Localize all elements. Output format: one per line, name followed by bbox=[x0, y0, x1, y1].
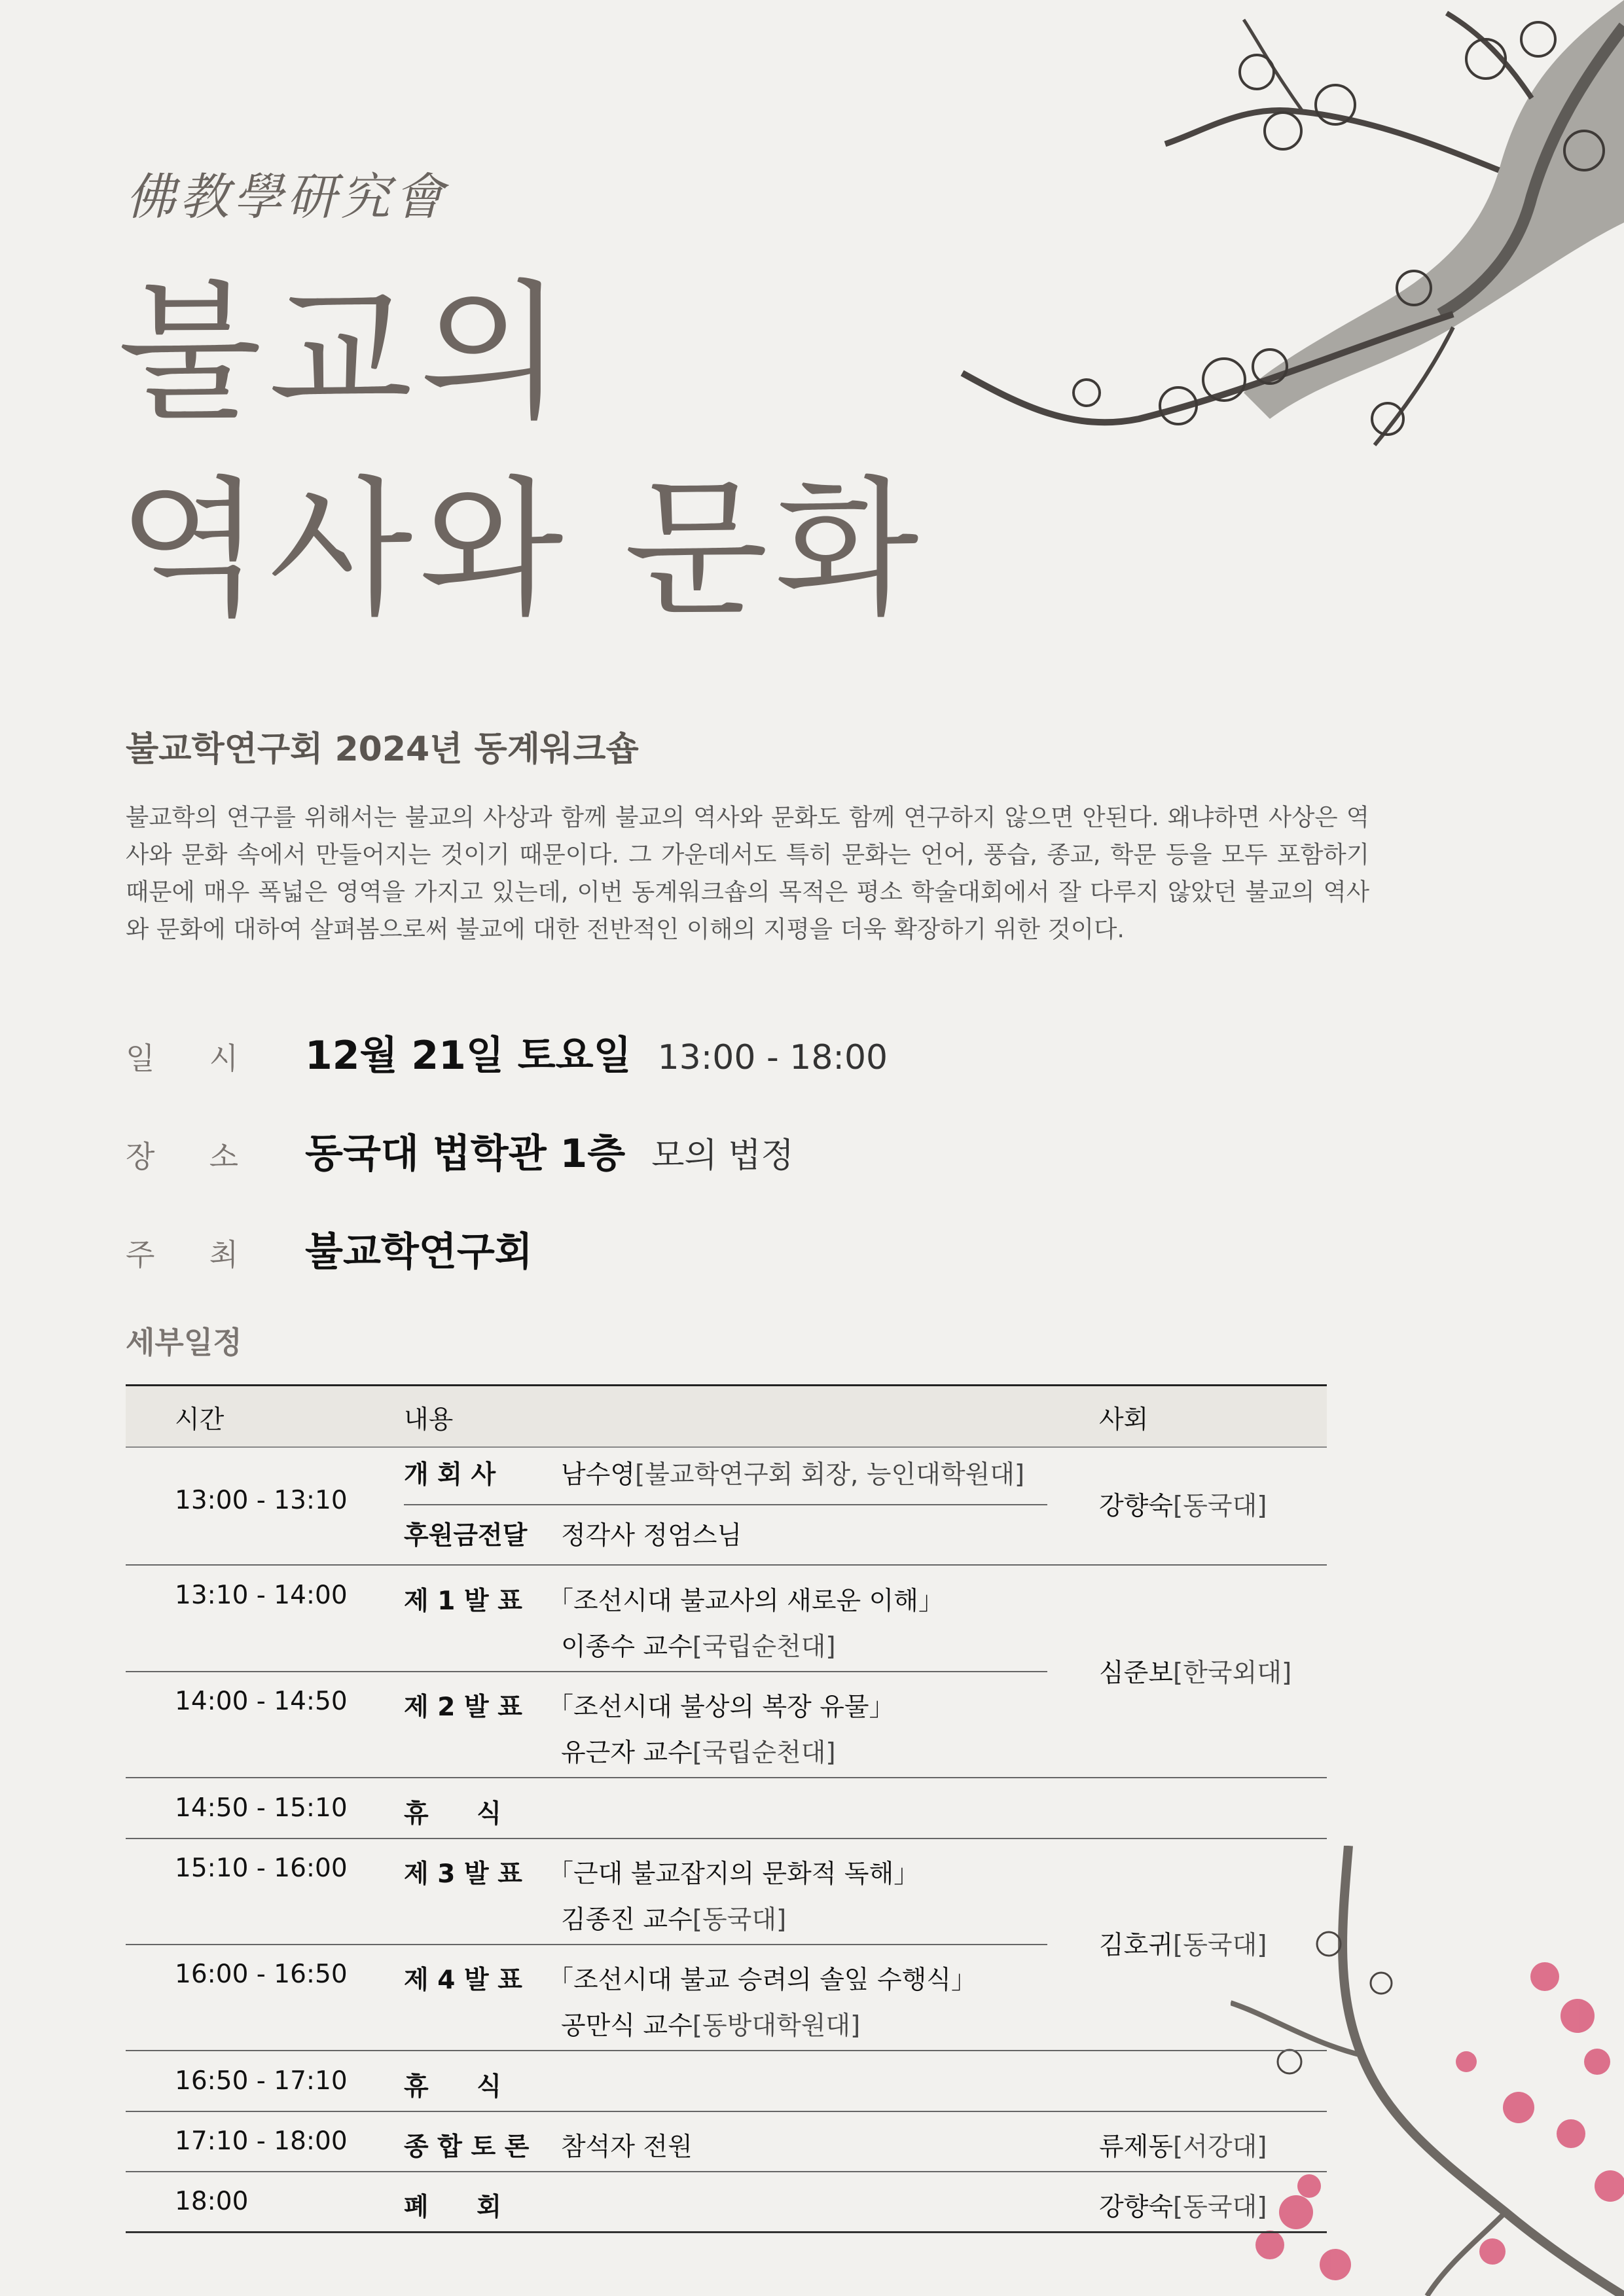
moderator-name: 강향숙 bbox=[1099, 2193, 1174, 2222]
host-value: 불교학연구회 bbox=[305, 1229, 533, 1275]
row-detail bbox=[561, 1454, 1024, 1491]
row-time: 13:10 - 14:00 bbox=[175, 1581, 348, 1610]
page-title-line1: 불교의 bbox=[118, 266, 570, 440]
row-type: 제 4 발 표 bbox=[404, 1965, 522, 1995]
date-label-char1: 일 bbox=[126, 1041, 155, 1076]
row-type: 제 3 발 표 bbox=[404, 1859, 522, 1889]
moderator-name: 류제동 bbox=[1099, 2132, 1174, 2162]
row-type: 휴 식 bbox=[404, 2072, 501, 2102]
blossom-branch-illustration bbox=[1231, 1846, 1624, 2296]
presenter-name: 이종수 교수 bbox=[561, 1632, 693, 1662]
row-type: 개 회 사 bbox=[404, 1460, 496, 1490]
row-divider bbox=[126, 1777, 1327, 1778]
moderator-affiliation: [서강대] bbox=[1173, 2132, 1267, 2162]
moderator-affiliation: [동국대] bbox=[1173, 1931, 1267, 1960]
row-type: 종 합 토 론 bbox=[404, 2132, 530, 2162]
presenter-affiliation: [동방대학원대] bbox=[692, 2011, 861, 2041]
moderator-name: 김호귀 bbox=[1099, 1931, 1174, 1960]
row-divider bbox=[404, 1504, 1047, 1505]
info-row-host bbox=[126, 1221, 533, 1273]
moderator-cell bbox=[1099, 1925, 1267, 1962]
speaker-name: 남수영 bbox=[561, 1460, 636, 1490]
plum-branch-illustration bbox=[681, 0, 1624, 497]
info-row-place bbox=[126, 1122, 794, 1175]
presenter bbox=[561, 2005, 860, 2042]
row-time: 15:10 - 16:00 bbox=[175, 1854, 348, 1883]
header-time: 시간 bbox=[175, 1405, 225, 1435]
header-moderator: 사회 bbox=[1099, 1405, 1149, 1435]
presenter-affiliation: [동국대] bbox=[692, 1905, 787, 1935]
moderator-affiliation: [동국대] bbox=[1173, 2193, 1267, 2222]
row-time: 18:00 bbox=[175, 2187, 249, 2216]
row-time: 17:10 - 18:00 bbox=[175, 2126, 348, 2156]
moderator-affiliation: [동국대] bbox=[1173, 1492, 1267, 1521]
row-detail: 참석자 전원 bbox=[561, 2132, 693, 2162]
presenter-name: 김종진 교수 bbox=[561, 1905, 693, 1935]
schedule-heading: 세부일정 bbox=[126, 1325, 242, 1360]
row-divider bbox=[126, 2050, 1327, 2051]
row-detail: 정각사 정엄스님 bbox=[561, 1521, 742, 1551]
row-type: 폐 회 bbox=[404, 2193, 501, 2222]
hanja-title: 佛教學研究會 bbox=[126, 168, 448, 226]
moderator-cell bbox=[1099, 1653, 1291, 1689]
presenter-name: 유근자 교수 bbox=[561, 1738, 693, 1768]
date-value: 12월 21일 토요일 bbox=[305, 1033, 632, 1079]
row-type: 제 2 발 표 bbox=[404, 1693, 522, 1722]
presentation-title: 「조선시대 불교사의 새로운 이해」 bbox=[548, 1587, 944, 1616]
row-time: 14:50 - 15:10 bbox=[175, 1793, 348, 1823]
row-time: 16:00 - 16:50 bbox=[175, 1960, 348, 1989]
info-row-date bbox=[126, 1024, 888, 1077]
row-type: 후원금전달 bbox=[404, 1521, 528, 1551]
row-divider bbox=[126, 1838, 1327, 1839]
row-type: 제 1 발 표 bbox=[404, 1587, 522, 1616]
presenter-affiliation: [국립순천대] bbox=[692, 1738, 836, 1768]
presenter-name: 공만식 교수 bbox=[561, 2011, 693, 2041]
row-time: 13:00 - 13:10 bbox=[175, 1486, 348, 1515]
moderator-name: 강향숙 bbox=[1099, 1492, 1174, 1521]
header-content: 내용 bbox=[404, 1405, 454, 1435]
moderator-cell bbox=[1099, 1486, 1267, 1522]
table-header bbox=[126, 1384, 1327, 1448]
moderator-cell bbox=[1099, 2187, 1267, 2223]
moderator-cell bbox=[1099, 2126, 1267, 2163]
table-bottom-border bbox=[126, 2231, 1327, 2233]
row-divider bbox=[126, 1671, 1047, 1672]
presenter bbox=[561, 1899, 786, 1936]
row-divider bbox=[126, 1944, 1047, 1945]
moderator-affiliation: [한국외대] bbox=[1173, 1659, 1292, 1688]
presentation-title: 「조선시대 불교 승려의 솔잎 수행식」 bbox=[548, 1965, 977, 1995]
host-label-char1: 주 bbox=[126, 1237, 155, 1272]
page-title-line2: 역사와 문화 bbox=[118, 462, 926, 636]
speaker-affiliation: [불교학연구회 회장, 능인대학원대] bbox=[635, 1460, 1025, 1490]
date-label-char2: 시 bbox=[209, 1041, 238, 1076]
room-value: 모의 법정 bbox=[651, 1136, 794, 1175]
row-divider bbox=[126, 2111, 1327, 2112]
row-divider bbox=[126, 1564, 1327, 1566]
host-label-char2: 최 bbox=[209, 1237, 238, 1272]
moderator-name: 심준보 bbox=[1099, 1659, 1174, 1688]
presentation-title: 「조선시대 불상의 복장 유물」 bbox=[548, 1693, 895, 1722]
event-subtitle: 불교학연구회 2024년 동계워크숍 bbox=[126, 730, 639, 769]
presenter-affiliation: [국립순천대] bbox=[692, 1632, 836, 1662]
place-label-char2: 소 bbox=[209, 1139, 238, 1174]
presenter bbox=[561, 1732, 836, 1769]
presenter bbox=[561, 1626, 836, 1663]
row-type: 휴 식 bbox=[404, 1799, 501, 1829]
row-time: 16:50 - 17:10 bbox=[175, 2066, 348, 2096]
place-label-char1: 장 bbox=[126, 1139, 155, 1174]
intro-paragraph: 불교학의 연구를 위해서는 불교의 사상과 함께 불교의 역사와 문화도 함께 연구하지 않으면 안된다. 왜냐하면 사상은 역사와 문화 속에서 만들어지는 것이기 때문이다. 그 가운데서도 특히 문화는 언어, 풍습, 종교, 학문 등을 모두 포함하기 때문에 매우 폭넓은 영역을 가지고 있는데, 이번 동계워크숍의 목적은 평소 학술대회에서 잘 다루지 않았던 불교의 역사와 문화에 대하여 살펴봄으로써 불교에 대한 전반적인 이해의 지평을 더욱 확장하기 위한 것이다. bbox=[126, 803, 1369, 943]
presentation-title: 「근대 불교잡지의 문화적 독해」 bbox=[548, 1859, 920, 1889]
row-time: 14:00 - 14:50 bbox=[175, 1687, 348, 1716]
row-divider bbox=[126, 2171, 1327, 2172]
place-value: 동국대 법학관 1층 bbox=[305, 1131, 626, 1177]
time-range-value: 13:00 - 18:00 bbox=[657, 1038, 888, 1077]
